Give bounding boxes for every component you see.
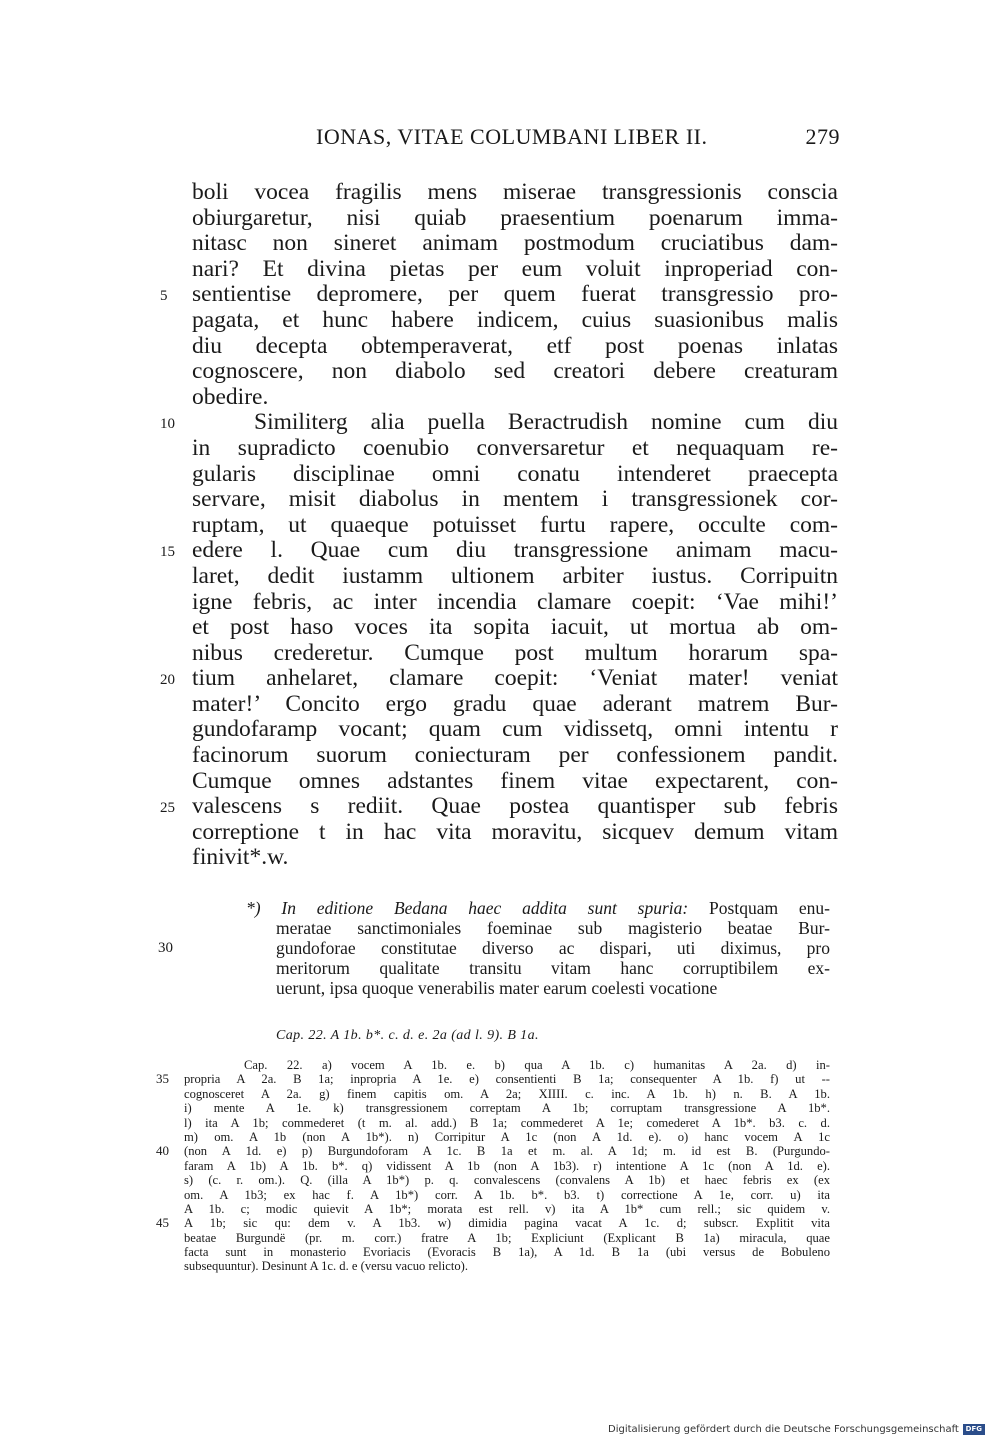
line-text: ruptam, ut quaeque potuisset furtu rapere, occulte com- [192, 511, 838, 538]
apparatus-line [184, 1130, 830, 1144]
apparatus-line [184, 1058, 830, 1072]
line-text: nari? Et divina pietas per eum voluit inproperiad con- [192, 255, 838, 282]
main-text-line [192, 231, 838, 257]
line-text: nitasc non sineret animam postmodum cruciatibus dam- [192, 230, 838, 257]
footnote-line [276, 918, 830, 938]
main-text-line [192, 743, 838, 769]
line-number: 20 [160, 672, 175, 689]
line-number: 25 [160, 800, 175, 817]
main-text-line [192, 487, 838, 513]
main-text-line [192, 334, 838, 360]
footnote-line [276, 978, 830, 998]
line-text: i) mente A 1e. k) transgressionem correptam A 1b; corruptam transgressione A 1b*. [184, 1101, 830, 1116]
main-text-line [160, 281, 838, 308]
apparatus-line [156, 1143, 830, 1159]
footnote-line [276, 958, 830, 978]
main-text-line [192, 462, 838, 488]
line-text: beatae Burgundë (pr. m. corr.) fratre A 1b; Expliciunt (Explicant B 1a) miracula, quae [184, 1230, 830, 1245]
line-text: A 1b. c; modic quievit A 1b*; morata est rell. v) ita A 1b* cum rell.; sic quidem v. [184, 1201, 830, 1216]
line-text: mater!’ Concito ergo gradu quae aderant matrem Bur- [192, 690, 838, 717]
footnote-block [158, 898, 830, 998]
main-text-line [192, 436, 838, 462]
footnote-text: Postquam enu- [709, 898, 830, 918]
line-text: in supradicto coenubio conversaretur et nequaquam re- [192, 434, 838, 461]
footnote-label: *) In editione Bedana haec addita sunt spuria: [246, 898, 689, 918]
main-text-line [192, 820, 838, 846]
apparatus-line [184, 1159, 830, 1173]
line-text: tium anhelaret, clamare coepit: ‘Veniat mater! veniat [192, 665, 838, 692]
dfg-logo-icon: DFG [963, 1424, 985, 1435]
main-text-line [192, 206, 838, 232]
apparatus-sigla-line: Cap. 22. A 1b. b*. c. d. e. 2a (ad l. 9). B 1a. [276, 1028, 539, 1043]
apparatus-line [156, 1215, 830, 1231]
footnote-line [158, 938, 830, 958]
line-text: meratae sanctimoniales foeminae sub magisterio beatae Bur- [276, 918, 830, 938]
main-text-line [160, 665, 838, 692]
line-text: A 1b; sic qu: dem v. A 1b3. w) dimidia pagina vacat A 1c. d; subscr. Explitit vita [184, 1216, 830, 1231]
apparatus-line [184, 1101, 830, 1115]
footnote-line [246, 898, 830, 918]
main-text-line [192, 257, 838, 283]
line-text: nibus crederetur. Cumque post multum horarum spa- [192, 639, 838, 666]
line-text: Similiterg alia puella Beractrudish nomine cum diu [254, 409, 838, 436]
line-text: laret, dedit iustamm ultionem arbiter iustus. Corripuitn [192, 562, 838, 589]
line-text: edere l. Quae cum diu transgressione animam macu- [192, 537, 838, 564]
line-text [246, 898, 830, 918]
line-text: boli vocea fragilis mens miserae transgressionis conscia [192, 179, 838, 205]
main-text-block [160, 179, 838, 871]
line-text: finivit*.w. [192, 844, 289, 871]
apparatus-line [184, 1116, 830, 1130]
main-text-line [192, 564, 838, 590]
main-text-line [160, 793, 838, 820]
page-number: 279 [805, 124, 840, 149]
apparatus-line [184, 1188, 830, 1202]
line-number: 10 [160, 416, 175, 433]
footer-credit: Digitalisierung gefördert durch die Deutsche Forschungsgemeinschaft [608, 1424, 959, 1435]
line-text: et post haso voces ita sopita iacuit, ut mortua ab om- [192, 614, 838, 641]
apparatus-line [184, 1245, 830, 1259]
main-text-line [192, 769, 838, 795]
line-text: gundofaramp vocant; quam cum vidissetq, omni intentu r [192, 716, 838, 743]
line-text: subsequuntur). Desinunt A 1c. d. e (versu vacuo relicto). [184, 1259, 468, 1274]
apparatus-line [184, 1202, 830, 1216]
apparatus-line [184, 1231, 830, 1245]
line-text: pagata, et hunc habere indicem, cuius suasionibus malis [192, 306, 838, 333]
line-number: 40 [156, 1143, 169, 1159]
main-text-line [160, 537, 838, 564]
line-text: gularis disciplinae omni conatu intenderet praecepta [192, 460, 838, 487]
line-text: valescens s rediit. Quae postea quantisper sub febris [192, 793, 838, 820]
main-text-line [192, 180, 838, 206]
line-text: diu decepta obtemperaverat, etf post poenas inlatas [192, 332, 838, 359]
line-text: sentientise depromere, per quem fuerat transgressio pro- [192, 281, 838, 308]
line-text: s) (c. r. om.). Q. (illa A 1b*) p. q. convalescens (convalens A 1b) et haec febris ex (ex [184, 1173, 830, 1188]
line-text: facta sunt in monasterio Evoriacis (Evoracis B 1a), A 1d. B 1a (ubi versus de Bobuleno [184, 1245, 830, 1260]
line-text: obiurgaretur, nisi quiab praesentium poenarum imma- [192, 204, 838, 231]
apparatus-line [184, 1173, 830, 1187]
main-text-line [192, 717, 838, 743]
main-text-line [192, 692, 838, 718]
main-text-line [192, 845, 838, 871]
line-text: Cumque omnes adstantes finem vitae expectarent, con- [192, 767, 838, 794]
main-text-line [192, 359, 838, 385]
line-text: gundoforae constitutae diverso ac dispari, uti diximus, pro [276, 938, 830, 958]
line-text: Cap. 22. a) vocem A 1b. e. b) qua A 1b. c) humanitas A 2a. d) in- [244, 1058, 830, 1072]
line-number: 35 [156, 1071, 169, 1087]
line-text: servare, misit diabolus in mentem i transgressionek cor- [192, 486, 838, 513]
line-number: 5 [160, 288, 168, 305]
main-text-line [192, 385, 838, 411]
line-text: (non A 1d. e) p) Burgundoforam A 1c. B 1a et m. al. A 1d; m. id est B. (Purgundo- [184, 1144, 830, 1159]
main-text-line [192, 641, 838, 667]
critical-apparatus [156, 1058, 830, 1274]
line-text: meritorum qualitate transitu vitam hanc corruptibilem ex- [276, 958, 830, 978]
line-text: l) ita A 1b; commederet (t m. al. add.) B 1a; commederet A 1e; comederet A 1b*. b3. c. d. [184, 1115, 830, 1130]
main-text-line [192, 308, 838, 334]
line-text: correptione t in hac vita moravitu, sicquev demum vitam [192, 818, 838, 845]
line-number: 30 [158, 940, 173, 956]
page-title: IONAS, VITAE COLUMBANI LIBER II. [316, 124, 708, 149]
line-number: 45 [156, 1215, 169, 1231]
line-text: om. A 1b3; ex hac f. A 1b*) corr. A 1b. b*. b3. t) correctione A 1e, corr. u) ita [184, 1187, 830, 1202]
apparatus-line [156, 1071, 830, 1087]
line-number: 15 [160, 544, 175, 561]
apparatus-line [184, 1087, 830, 1101]
line-text: faram A 1b) A 1b. b*. q) vidissent A 1b (non A 1b3). r) intentione A 1c (non A 1d. e). [184, 1158, 830, 1173]
line-text: m) om. A 1b (non A 1b*). n) Corripitur A 1c (non A 1d. e). o) hanc vocem A 1c [184, 1129, 830, 1144]
line-text: cognosceret A 2a. g) finem capitis om. A 2a; XIIII. c. inc. A 1b. h) n. B. A 1b. [184, 1086, 830, 1101]
main-text-line [192, 615, 838, 641]
main-text-line [192, 513, 838, 539]
main-text-line [192, 590, 838, 616]
line-text: igne febris, ac inter incendia clamare coepit: ‘Vae mihi!’ [192, 588, 838, 615]
digitization-footer [608, 1424, 985, 1435]
line-text: obedire. [192, 383, 269, 410]
apparatus-line [184, 1259, 830, 1273]
line-text: propria A 2a. B 1a; inpropria A 1e. e) consentienti B 1a; consequenter A 1b. f) ut -- [184, 1072, 830, 1087]
line-text: cognoscere, non diabolo sed creatori debere creaturam [192, 358, 838, 385]
line-text: uerunt, ipsa quoque venerabilis mater earum coelesti vocatione [276, 978, 718, 998]
line-text: facinorum suorum coniecturam per confessionem pandit. [192, 742, 838, 769]
main-text-line [160, 409, 838, 436]
